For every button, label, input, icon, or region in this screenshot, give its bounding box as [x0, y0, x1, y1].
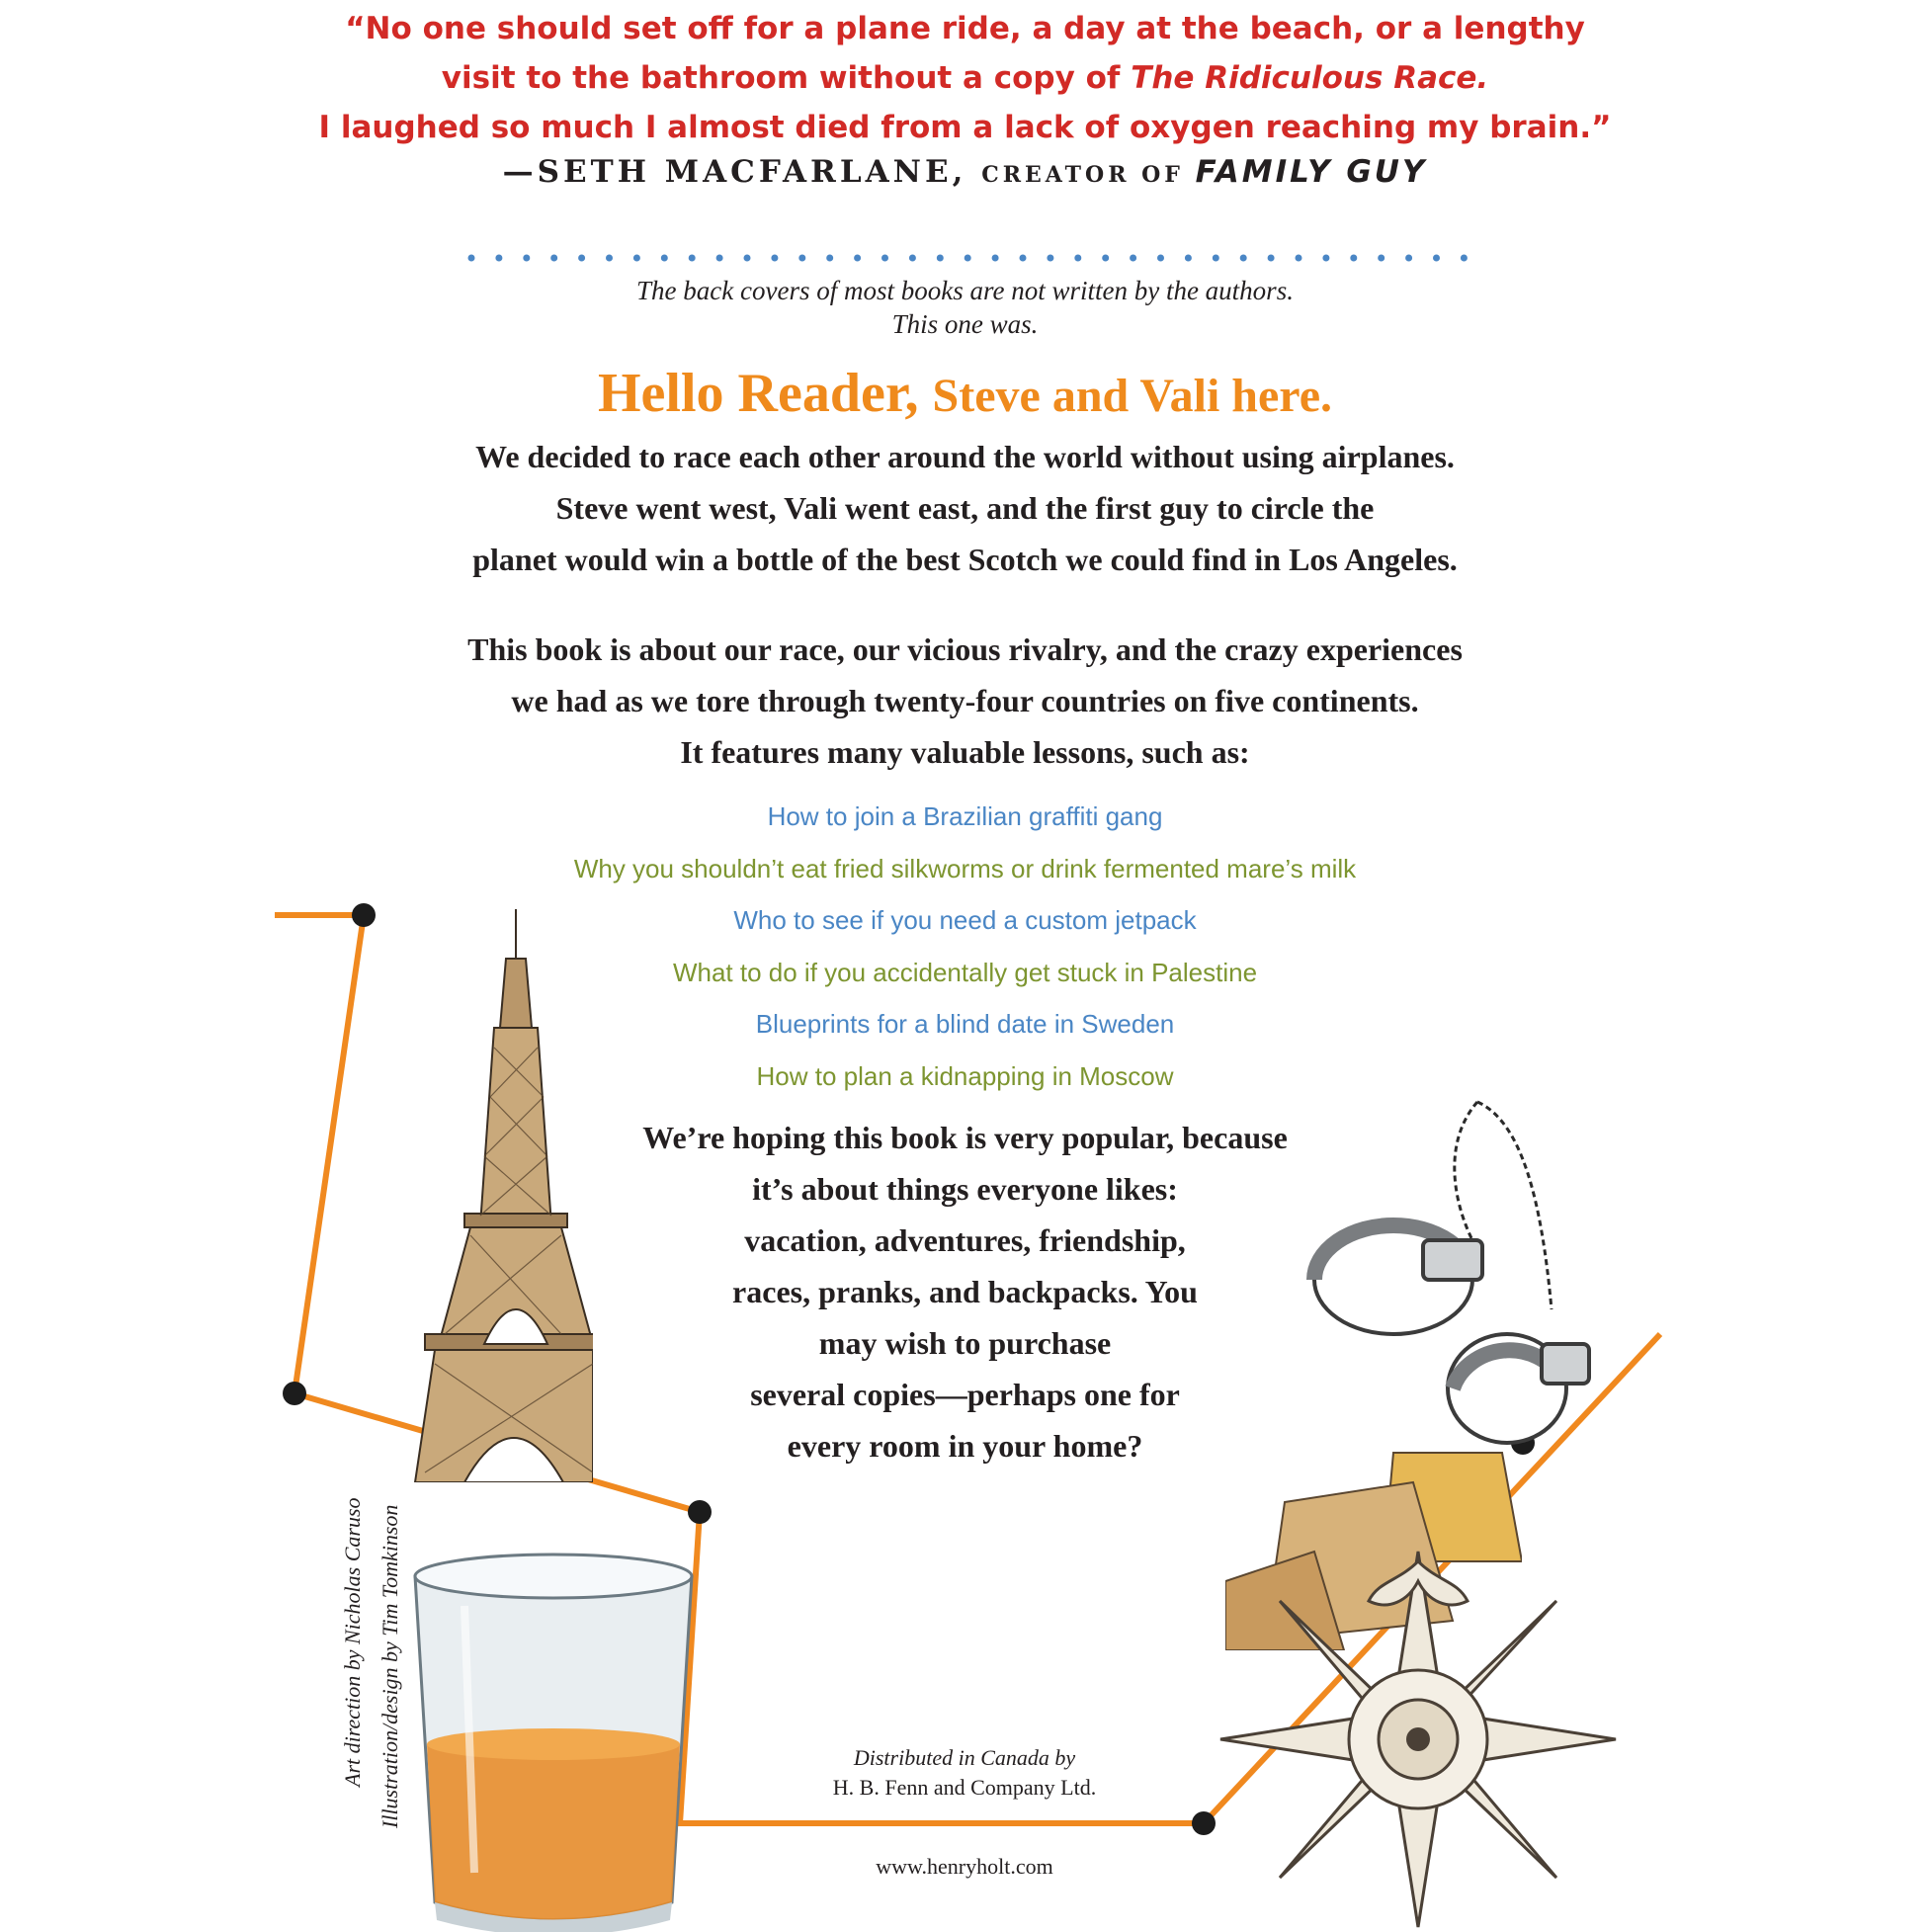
divider-dot — [550, 255, 557, 262]
book-title: The Ridiculous Race. — [1131, 60, 1489, 96]
website-link[interactable]: www.henryholt.com — [876, 1854, 1053, 1879]
paragraph-line: we had as we tore through twenty-four countries on five continents. — [511, 683, 1419, 718]
quote-line-2-text: visit to the bathroom without a copy of — [441, 60, 1132, 96]
paragraph-line: every room in your home? — [787, 1428, 1143, 1464]
compass-rose-illustration — [1211, 1542, 1626, 1930]
paragraph-line: may wish to purchase — [818, 1325, 1112, 1361]
lesson-item: How to join a Brazilian graffiti gang — [767, 801, 1163, 831]
endorsement-quote — [0, 4, 1930, 152]
intro-line-1: The back covers of most books are not written by the authors. — [636, 276, 1294, 305]
divider-dot — [606, 255, 613, 262]
divider-dot — [1268, 255, 1275, 262]
credit-art-direction: Art direction by Nicholas Caruso — [340, 1497, 365, 1787]
distribution-note — [767, 1743, 1162, 1803]
greeting-part-2: Steve and Vali here. — [932, 370, 1333, 422]
distribution-line-1: Distributed in Canada by — [853, 1745, 1076, 1770]
whisky-glass-illustration — [405, 1547, 702, 1932]
paragraph-race-premise — [0, 431, 1930, 585]
greeting-part-1: Hello Reader, — [597, 363, 933, 424]
divider-dot — [578, 255, 585, 262]
divider-dot — [909, 255, 916, 262]
divider-dot — [1047, 255, 1053, 262]
divider-dot — [854, 255, 861, 262]
divider-dot — [1461, 255, 1468, 262]
dotted-divider — [464, 251, 1472, 265]
paragraph-line: This book is about our race, our vicious rivalry, and the crazy experiences — [467, 631, 1463, 667]
divider-dot — [771, 255, 778, 262]
quote-line-2 — [0, 53, 1930, 103]
divider-dot — [798, 255, 805, 262]
paragraph-book-about — [0, 624, 1930, 778]
lesson-item: Blueprints for a blind date in Sweden — [755, 1009, 1175, 1039]
divider-dot — [716, 255, 723, 262]
divider-dot — [881, 255, 888, 262]
divider-dot — [1240, 255, 1247, 262]
divider-dot — [661, 255, 668, 262]
paragraph-closing — [0, 1112, 1930, 1471]
lesson-item: Who to see if you need a custom jetpack — [733, 905, 1197, 935]
divider-dot — [1322, 255, 1329, 262]
paragraph-line: vacation, adventures, friendship, — [744, 1222, 1186, 1258]
divider-dot — [1185, 255, 1192, 262]
paragraph-line: We decided to race each other around the world without using airplanes. — [475, 439, 1455, 474]
credit-illustration: Illustration/design by Tim Tomkinson — [378, 1504, 402, 1828]
divider-dot — [468, 255, 475, 262]
divider-dot — [744, 255, 751, 262]
divider-dot — [523, 255, 530, 262]
divider-dot — [1130, 255, 1136, 262]
divider-dot — [633, 255, 640, 262]
divider-dot — [1405, 255, 1412, 262]
divider-dot — [689, 255, 696, 262]
paragraph-line: It features many valuable lessons, such as: — [680, 734, 1250, 770]
divider-dot — [1433, 255, 1440, 262]
divider-dot — [1378, 255, 1385, 262]
paragraph-line: We’re hoping this book is very popular, because — [642, 1120, 1288, 1155]
paragraph-line: it’s about things everyone likes: — [752, 1171, 1178, 1207]
divider-dot — [992, 255, 999, 262]
divider-dot — [937, 255, 944, 262]
divider-dot — [1102, 255, 1109, 262]
quote-attribution — [0, 154, 1930, 190]
attribution-role: CREATOR OF — [981, 162, 1196, 188]
quote-line-1: “No one should set off for a plane ride, a day at the beach, or a lengthy — [345, 11, 1585, 46]
paragraph-line: planet would win a bottle of the best Scotch we could find in Los Angeles. — [472, 542, 1458, 577]
divider-dot — [826, 255, 833, 262]
paragraph-line: Steve went west, Vali went east, and the first guy to circle the — [555, 490, 1375, 526]
divider-dot — [965, 255, 971, 262]
divider-dot — [1020, 255, 1027, 262]
divider-dot — [495, 255, 502, 262]
paragraph-line: races, pranks, and backpacks. You — [732, 1274, 1198, 1309]
lesson-item: How to plan a kidnapping in Moscow — [756, 1061, 1174, 1091]
greeting-heading — [0, 362, 1930, 425]
divider-dot — [1213, 255, 1219, 262]
lesson-item: What to do if you accidentally get stuck in Palestine — [672, 958, 1258, 987]
attribution-name: —SETH MACFARLANE, — [502, 154, 982, 190]
attribution-show: FAMILY GUY — [1195, 154, 1428, 190]
divider-dot — [1074, 255, 1081, 262]
intro-line-2: This one was. — [891, 309, 1039, 339]
divider-dot — [1296, 255, 1302, 262]
intro-note — [0, 274, 1930, 341]
lesson-item: Why you shouldn’t eat fried silkworms or drink fermented mare’s milk — [573, 854, 1357, 883]
divider-dot — [1157, 255, 1164, 262]
divider-dot — [1350, 255, 1357, 262]
route-point — [688, 1500, 712, 1524]
distribution-line-2: H. B. Fenn and Company Ltd. — [832, 1775, 1097, 1800]
quote-line-3: I laughed so much I almost died from a lack of oxygen reaching my brain.” — [318, 110, 1612, 145]
paragraph-line: several copies—perhaps one for — [750, 1377, 1180, 1412]
